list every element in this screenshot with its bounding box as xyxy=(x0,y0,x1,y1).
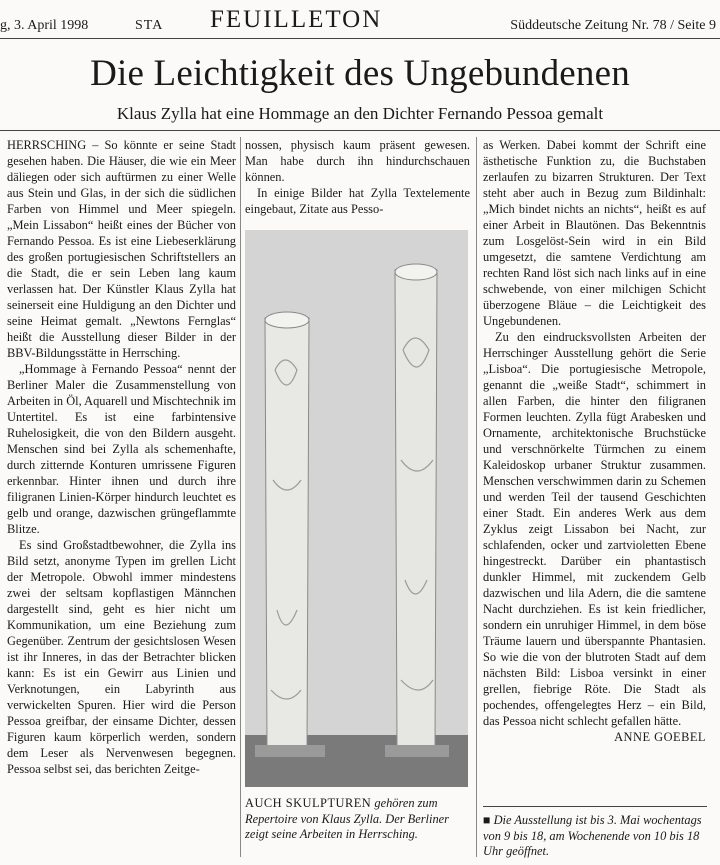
caption-text: gehören zum Repertoire von Klaus Zylla. Der Berliner zeigt seine Arbeiten in Herrsching. xyxy=(245,796,449,841)
paragraph: as Werken. Dabei kommt der Schrift eine ästhetische Funktion zu, die Buchstaben zerlaufen zu bizarren Strukturen. Der Text steht aber auch in Bezug zum Bildinhalt: „Mich bindet nichts an nichts“, heißt es auf einer Arbeit in Blautönen. Das Bekenntnis zum Losgelöst-Sein wird in ein Bild umgesetzt, die samtene Verdichtung am rechten Rand löst sich nach links auf in eine schwebende, von einer milchigen Schicht überzogene Bläue – die Leichtigkeit des Ungebundenen. xyxy=(483,138,706,328)
paragraph: Es sind Großstadtbewohner, die Zylla ins Bild setzt, anonyme Typen im grellen Licht der Metropole. Obwohl immer mindestens zwei der seltsam kopflastigen Männchen dargestellt sind, geht es hier nicht um Kommunikation, um eine Beziehung zum Gegenüber. Zentrum der gesichtslosen Wesen ist ihr Inneres, in das der Betrachter blicken kann: Es ist ein Gewirr aus Linien und Verknotungen, ein Labyrinth aus verwickelten Spuren. Hier wird die Person Pessoa greifbar, der einsame Dichter, dessen Figuren kaum körperlich werden, sondern dem Leser als Nervenwesen begegnen. Pessoa selbst sei, das berichten Zeitge- xyxy=(7,538,236,776)
note-text: Die Ausstellung ist bis 3. Mai wochentags von 9 bis 18, am Wochenende von 10 bis 18 Uhr geöffnet. xyxy=(483,813,702,858)
section-title: FEUILLETON xyxy=(210,6,383,33)
column-2 xyxy=(245,137,470,217)
caption-lead: AUCH SKULPTUREN xyxy=(245,796,372,810)
sculpture-photo-art xyxy=(245,230,468,787)
newspaper-info: Süddeutsche Zeitung Nr. 78 / Seite 9 xyxy=(510,18,716,33)
photo-caption xyxy=(245,796,470,843)
bullet-square-icon: ■ xyxy=(483,813,491,827)
paragraph: Zu den eindrucksvollsten Arbeiten der Herrschinger Ausstellung gehört die Serie „Lisboa“. Die portugiesische Metropole, genannt die „weiße Stadt“, schimmert in allen Farben, die hinter den filigranen Formen leuchten. Zylla fügt Arabesken und Ornamente, architektonische Bruchstücke und verschnörkelte Türmchen zu einem Kaleidoskop urbaner Struktur zusammen. Menschen verschwimmen darin zu Schemen und werden Teil der tausend Geschichten einer Stadt. Ein anderes Werk aus dem Zyklus zeigt Lissabon bei Nacht, zur schlafenden, ocker und zartvioletten Ebene hingestreckt. Darüber ein phantastisch dunkler Himmel, mit zuckendem Gelb dazwischen und lila Adern, die die samtene Nacht durchziehen. Es ist kein friedlicher, sondern ein unruhiger Himmel, in dem böse Träume lauern und überspannte Phantasien. So wie die von der blutroten Stadt auf dem nächsten Bild: Lisboa versinkt in einer grellen, fiebrige Röte. Die Stadt als pochendes, offengelegtes Herz – ein Bild, das Pessoa nicht schlecht gefallen hätte. xyxy=(483,330,706,728)
exhibition-note xyxy=(483,813,707,860)
paragraph: In einige Bilder hat Zylla Textelemente eingebaut, Zitate aus Pesso- xyxy=(245,186,470,216)
headline-rule xyxy=(0,130,720,131)
paragraph: „Hommage à Fernando Pessoa“ nennt der Berliner Maler die Zusammenstellung von Arbeiten in Öl, Aquarell und Mischtechnik im Untertitel. Es ist eine farbintensive Ruhelosigkeit, die von den Bildern ausgeht. Menschen sind bei Zylla als schemenhafte, durch zitternde Konturen umrissene Figuren erkennbar. Hinter ihnen und durch ihre filigranen Linien-Körper hindurch leuchtet es gelb und orange, dazwischen grüngeflammte Blitze. xyxy=(7,362,236,536)
subheadline: Klaus Zylla hat eine Hommage an den Dichter Fernando Pessoa gemalt xyxy=(116,104,604,123)
column-divider xyxy=(476,137,477,857)
headline: Die Leichtigkeit des Ungebundenen xyxy=(90,53,630,94)
paragraph: HERRSCHING – So könnte er seine Stadt gesehen haben. Die Häuser, die wie ein Meer däliegen oder sich auftürmen zu einer Welle aus Stein und Glas, in der sich die südlichen Farben von Himmel und Meer spiegeln. „Mein Lissabon“ heißt eines der Bücher von Fernando Pessoa. Es ist eine Liebeserklärung des großen portugiesischen Schriftstellers an die Stadt, die er sein Leben lang kaum verlassen hat. Der Künstler Klaus Zylla hat seinerseit eine Huldigung an den Dichter und seine Heimat gemalt. „Newtons Fernglas“ heißt die Ausstellung dieser Bilder in der BBV-Bildungsstätte in Herrsching. xyxy=(7,138,236,360)
column-divider xyxy=(240,137,241,857)
sculpture-photo xyxy=(245,230,468,787)
column-3 xyxy=(483,137,706,745)
header-rule xyxy=(0,38,720,39)
header-sta: STA xyxy=(135,18,164,33)
header-date: g, 3. April 1998 xyxy=(0,18,89,33)
paragraph: nossen, physisch kaum präsent gewesen. Man habe durch ihn hindurchschauen können. xyxy=(245,138,470,184)
note-rule xyxy=(483,806,707,807)
page-header xyxy=(0,0,720,40)
author-byline: ANNE GOEBEL xyxy=(614,730,706,744)
column-1 xyxy=(7,137,236,777)
